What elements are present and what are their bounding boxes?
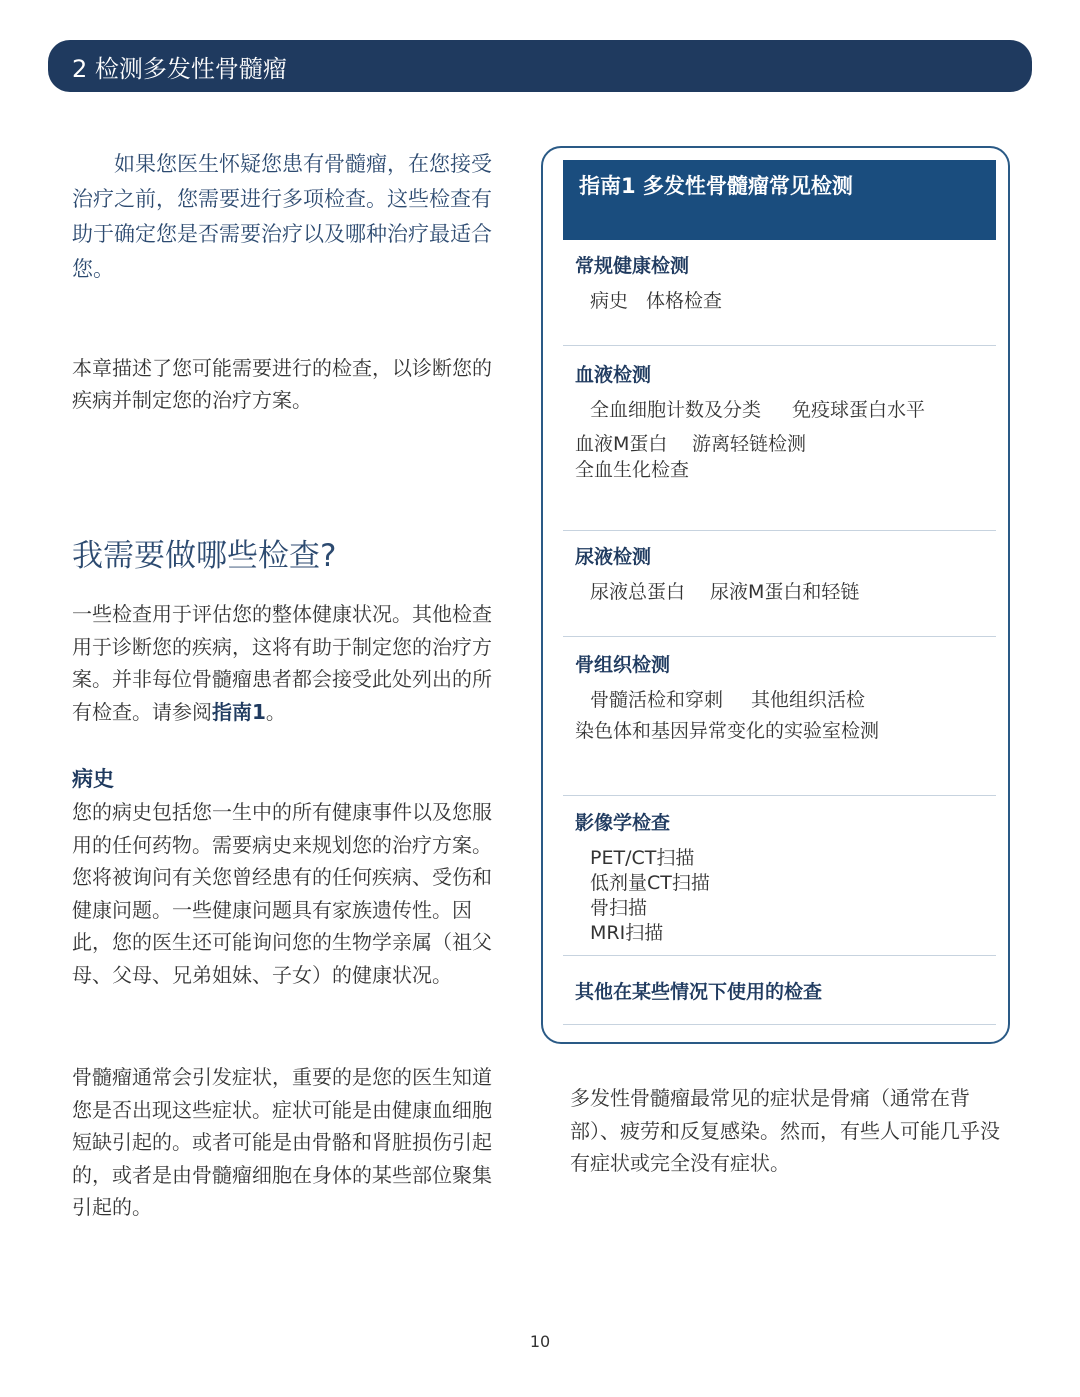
guide-section-routine-title: 常规健康检测 — [575, 255, 690, 277]
guide-item: 尿液总蛋白 — [590, 581, 686, 603]
guide-reference-link[interactable]: 指南1 — [212, 699, 266, 724]
tests-paragraph — [72, 598, 504, 728]
guide-divider — [563, 345, 996, 346]
guide-item: 免疫球蛋白水平 — [792, 399, 926, 421]
guide-header — [563, 160, 996, 240]
guide-divider — [563, 636, 996, 637]
page-number: 10 — [529, 1332, 551, 1351]
guide-item: 全血生化检查 — [575, 459, 690, 481]
guide-item: 尿液M蛋白和轻链 — [710, 581, 860, 603]
guide-item: PET/CT扫描 — [590, 847, 695, 869]
tests-paragraph-text: 一些检查用于评估您的整体健康状况。其他检查用于诊断您的疾病，这将有助于制定您的治疗方案。并非每位骨髓瘤患者都会接受此处列出的所有检查。请参阅 — [72, 602, 492, 724]
guide-item: 病史 — [590, 290, 629, 312]
guide-section-other-title: 其他在某些情况下使用的检查 — [575, 981, 823, 1003]
guide-section-urine-title: 尿液检测 — [575, 546, 652, 568]
guide-title: 指南1 多发性骨髓瘤常见检测 — [579, 174, 853, 198]
intro-paragraph: 本章描述了您可能需要进行的检查，以诊断您的疾病并制定您的治疗方案。 — [72, 356, 492, 412]
guide-section-imaging-title: 影像学检查 — [575, 812, 671, 834]
tests-paragraph-end: 。 — [265, 699, 286, 724]
guide-section-bone-title: 骨组织检测 — [575, 654, 671, 676]
chapter-title: 2 检测多发性骨髓瘤 — [72, 54, 287, 83]
guide-item: MRI扫描 — [590, 922, 664, 944]
guide-item: 低剂量CT扫描 — [590, 872, 710, 894]
guide-divider — [563, 795, 996, 796]
guide-divider — [563, 955, 996, 956]
section-heading: 我需要做哪些检查? — [72, 538, 337, 574]
guide-item: 血液M蛋白 — [575, 433, 668, 455]
guide-section-blood-title: 血液检测 — [575, 364, 652, 386]
guide-item: 骨扫描 — [590, 897, 648, 919]
guide-item: 骨髓活检和穿刺 — [590, 689, 724, 711]
medical-history-heading: 病史 — [72, 767, 114, 791]
symptoms-side-note: 多发性骨髓瘤最常见的症状是骨痛（通常在背部）、疲劳和反复感染。然而，有些人可能几乎没有症状或完全没有症状。 — [570, 1086, 1000, 1175]
medical-history-paragraph: 您的病史包括您一生中的所有健康事件以及您服用的任何药物。需要病史来规划您的治疗方案。您将被询问有关您曾经患有的任何疾病、受伤和健康问题。一些健康问题具有家族遗传性。因此，您的医生还可能询问您的生物学亲属（祖父母、父母、兄弟姐妹、子女）的健康状况。 — [72, 800, 492, 987]
guide-divider — [563, 530, 996, 531]
chapter-header-bar — [48, 40, 1032, 92]
guide-item: 全血细胞计数及分类 — [590, 399, 762, 421]
guide-item: 其他组织活检 — [751, 689, 866, 711]
guide-item: 体格检查 — [646, 290, 723, 312]
guide-item: 游离轻链检测 — [692, 433, 807, 455]
guide-item: 染色体和基因异常变化的实验室检测 — [575, 720, 880, 742]
guide-divider — [563, 1024, 996, 1025]
symptoms-paragraph: 骨髓瘤通常会引发症状，重要的是您的医生知道您是否出现这些症状。症状可能是由健康血细胞短缺引起的。或者可能是由骨骼和肾脏损伤引起的，或者是由骨髓瘤细胞在身体的某些部位聚集引起的。 — [72, 1065, 492, 1219]
lead-paragraph: 如果您医生怀疑您患有骨髓瘤，在您接受治疗之前，您需要进行多项检查。这些检查有助于确定您是否需要治疗以及哪种治疗最适合您。 — [72, 152, 492, 281]
